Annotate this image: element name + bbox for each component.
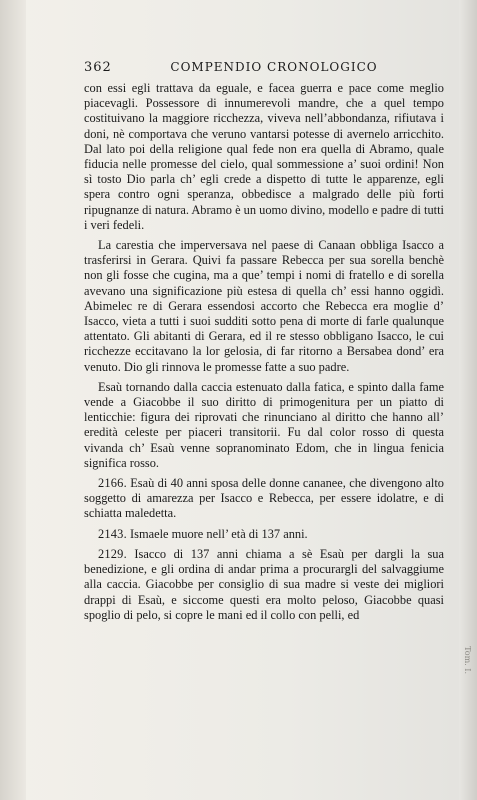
paragraph-continuation — [84, 81, 444, 233]
paragraph-text: Esaù tornando dalla caccia estenuato dalla fatica, e spinto dalla fame vende a Giacobbe il suo diritto di primogenitura per un piatto di lenticchie: figura dei riprovati che rinunciano al diritto che hanno all’ eredità celeste per piaceri transitorii. Fu dal color rosso di questa vivanda ch’ Esaù venne sopranominato Edom, che in lingua fenicia significa rosso. — [84, 379, 444, 470]
entry-year: 2129. — [98, 546, 127, 561]
paragraph-text: con essi egli trattava da eguale, e facea guerra e pace come meglio piacevagli. Possessore di innumerevoli mandre, che a quel tempo costituivano la maggiore ricchezza, viveva nell’abbondanza, rifiutava i doni, nè comportava che veruno vantarsi potesse di avernelo arricchito. Dal lato poi della religione qual fede non era quella di Abramo, quale fiducia nelle promesse del cielo, qual sommessione a’ suoi ordini! Non sì tosto Dio parla ch’ egli crede a dispetto di tutte le apparenze, egli spera contro ogni speranza, obbedisce a malgrado delle più forti ripugnanze di natura. Abramo è un uomo divino, modello e padre di tutti i veri fedeli. — [84, 81, 444, 232]
paragraph-text: La carestia che imperversava nel paese di Canaan obbliga Isacco a trasferirsi in Gerara. Quivi fa passare Rebecca per sua sorella benchè non gli fosse che cugina, ma a que’ tempi i nomi di fratello e di sorella avevano una significazione più estesa di quella ch’ essi hanno oggidì. Abimelec re di Gerara essendosi accorto che Rebecca era moglie d’ Isacco, vieta a tutti i suoi sudditi sotto pena di morte di farle qualunque attentato. Gli abitanti di Gerara, ed il re stesso obbligano Isacco, le cui ricchezze eccitavano la lor gelosia, di far ritorno a Bersabea dond’ era venuto. Dio gli rinnova le promesse fatte a suo padre. — [84, 238, 444, 374]
binding-gutter — [0, 0, 26, 800]
page-number: 362 — [84, 60, 112, 75]
running-title: COMPENDIO CRONOLOGICO — [170, 60, 378, 74]
running-header — [84, 60, 444, 75]
entry-text: Esaù di 40 anni sposa delle donne cananee, che divengono alto soggetto di amarezza per Isacco e Rebecca, per essere idolatre, e di schiatta maledetta. — [84, 476, 444, 521]
chronology-entry — [84, 547, 444, 623]
margin-note: Tom. I. — [463, 646, 472, 674]
chronology-entry — [84, 476, 444, 522]
book-page — [84, 60, 444, 628]
body-text — [84, 81, 444, 623]
entry-text: Ismaele muore nell’ età di 137 anni. — [130, 526, 308, 541]
paragraph-carestia — [84, 238, 444, 375]
paragraph-esau — [84, 380, 444, 471]
entry-year: 2143. — [98, 526, 127, 541]
chronology-entry — [84, 527, 444, 542]
entry-text: Isacco di 137 anni chiama a sè Esaù per dargli la sua benedizione, e gli ordina di andar prima a procurargli del salvaggiume alla caccia. Giacobbe per consiglio di sua madre si veste dei migliori drappi di Esaù, e siccome questi era molto peloso, Giacobbe quasi spoglio di pelo, si copre le mani ed il collo con pelli, ed — [84, 546, 444, 622]
page-right-edge — [459, 0, 477, 800]
entry-year: 2166. — [98, 476, 127, 491]
